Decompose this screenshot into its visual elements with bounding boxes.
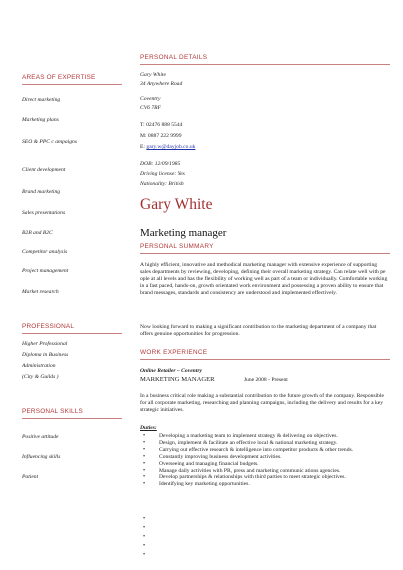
summary-heading: PERSONAL SUMMARY: [140, 243, 214, 250]
email-label: E:: [140, 144, 145, 150]
candidate-name: Gary White: [140, 196, 213, 213]
duty-item: • Overseeing and managing financial budgets.: [140, 461, 390, 468]
expertise-item: SEO & PPC c ampaigns: [22, 139, 78, 145]
expertise-item: Market research: [22, 289, 59, 295]
professional-line: Diploma in Business: [22, 352, 69, 358]
professional-line: (City & Guilds ): [22, 374, 59, 380]
contact-email-row: [140, 144, 195, 151]
professional-line: Higher Professional: [22, 341, 68, 347]
contact-driving: Driving license: Yes: [140, 171, 185, 177]
expertise-heading: AREAS OF EXPERTISE: [22, 74, 96, 81]
duty-item: • Identifying key marketing opportunities.: [140, 481, 390, 488]
professional-heading: PROFESSIONAL: [22, 323, 75, 330]
summary-paragraph: A highly efficient, innovative and methodical marketing manager with extensive experience of supporting sales departments by reviewing, developing, defining their overall marketing strategy. Can relate well with pe ople at all levels and has the flexibility of working well as part of a team or individually. Comfortable working in a fast paced, hands-on, growth orientated work environment and possessing a proven ability to ensure that brand messages, standards and consistency are understood and implemented effectively.: [140, 262, 388, 296]
email-link[interactable]: gary.w@dayjob.co.uk: [146, 144, 196, 150]
contact-address: 34 Anywhere Road: [140, 81, 183, 87]
skill-item: Influencing skills: [22, 454, 61, 460]
summary-paragraph-2: Now looking forward to making a significant contribution to the marketing department of a company that offers genuine opportunities for progression.: [140, 324, 377, 337]
expertise-item: Competitor analysis: [22, 249, 68, 255]
job-title: Marketing manager: [140, 227, 227, 239]
employer: Online Retailer – Coventry: [140, 368, 202, 374]
empty-bullet: •: [143, 516, 146, 522]
duty-item: • Manage daily activities with PR, press and marketing communic ations agencies.: [140, 468, 390, 475]
duties-list: [140, 433, 390, 488]
contact-tel: T: 02476 888 5544: [140, 122, 183, 128]
role-line: [140, 376, 288, 383]
expertise-item: Sales presentations: [22, 210, 66, 216]
contact-city: Coventry: [140, 96, 161, 102]
duties-label: Duties:: [140, 425, 157, 431]
empty-bullet: •: [143, 534, 146, 540]
professional-line: Administration: [22, 363, 56, 369]
expertise-item: B2B and B2C: [22, 230, 53, 236]
duty-item: • Design, implement & facilitate an effective local & national marketing strategy.: [140, 440, 390, 447]
personal-details-rule: [140, 64, 390, 65]
personal-details-heading: PERSONAL DETAILS: [140, 54, 208, 61]
expertise-item: Client development: [22, 167, 66, 173]
contact-name: Gary White: [140, 72, 166, 78]
contact-nationality: Nationality: British: [140, 181, 184, 187]
role-description: In a business critical role making a substantial contribution to the future growth of the company. Responsible for all corporate marketing, researching and planning campaigns, including the delivery and results for a key strategic initiatives.: [140, 393, 384, 413]
expertise-item: Direct marketing: [22, 97, 61, 103]
empty-bullet: •: [143, 552, 146, 558]
duty-item: • Develop partnerships & relationships with third parties to meet strategic objectives.: [140, 474, 390, 481]
summary-rule: [140, 253, 390, 254]
skill-item: Positive attitude: [22, 434, 59, 440]
professional-rule: [22, 333, 122, 334]
empty-bullet: •: [143, 543, 146, 549]
empty-bullet: •: [143, 525, 146, 531]
expertise-rule: [22, 84, 122, 85]
experience-rule: [140, 359, 390, 360]
contact-mobile: M: 0887 222 9999: [140, 133, 182, 139]
expertise-item: Project management: [22, 268, 69, 274]
duty-item: • Carrying out effective research & intelligence into competitor products & other trends.: [140, 447, 390, 454]
personal-skills-heading: PERSONAL SKILLS: [22, 408, 84, 415]
contact-dob: DOB: 12/09/1985: [140, 161, 181, 167]
experience-heading: WORK EXPERIENCE: [140, 349, 208, 356]
duty-item: • Constantly improving business development activities.: [140, 454, 390, 461]
contact-postcode: CV6 7RF: [140, 105, 161, 111]
role-dates: June 2008 - Present: [243, 377, 288, 383]
expertise-item: Marketing plans: [22, 117, 59, 123]
role-title: MARKETING MANAGER: [140, 376, 215, 383]
expertise-item: Brand marketing: [22, 189, 61, 195]
personal-skills-rule: [22, 418, 122, 419]
duty-item: • Developing a marketing team to implement strategy & delivering on objectives.: [140, 433, 390, 440]
skill-item: Patient: [22, 474, 39, 480]
